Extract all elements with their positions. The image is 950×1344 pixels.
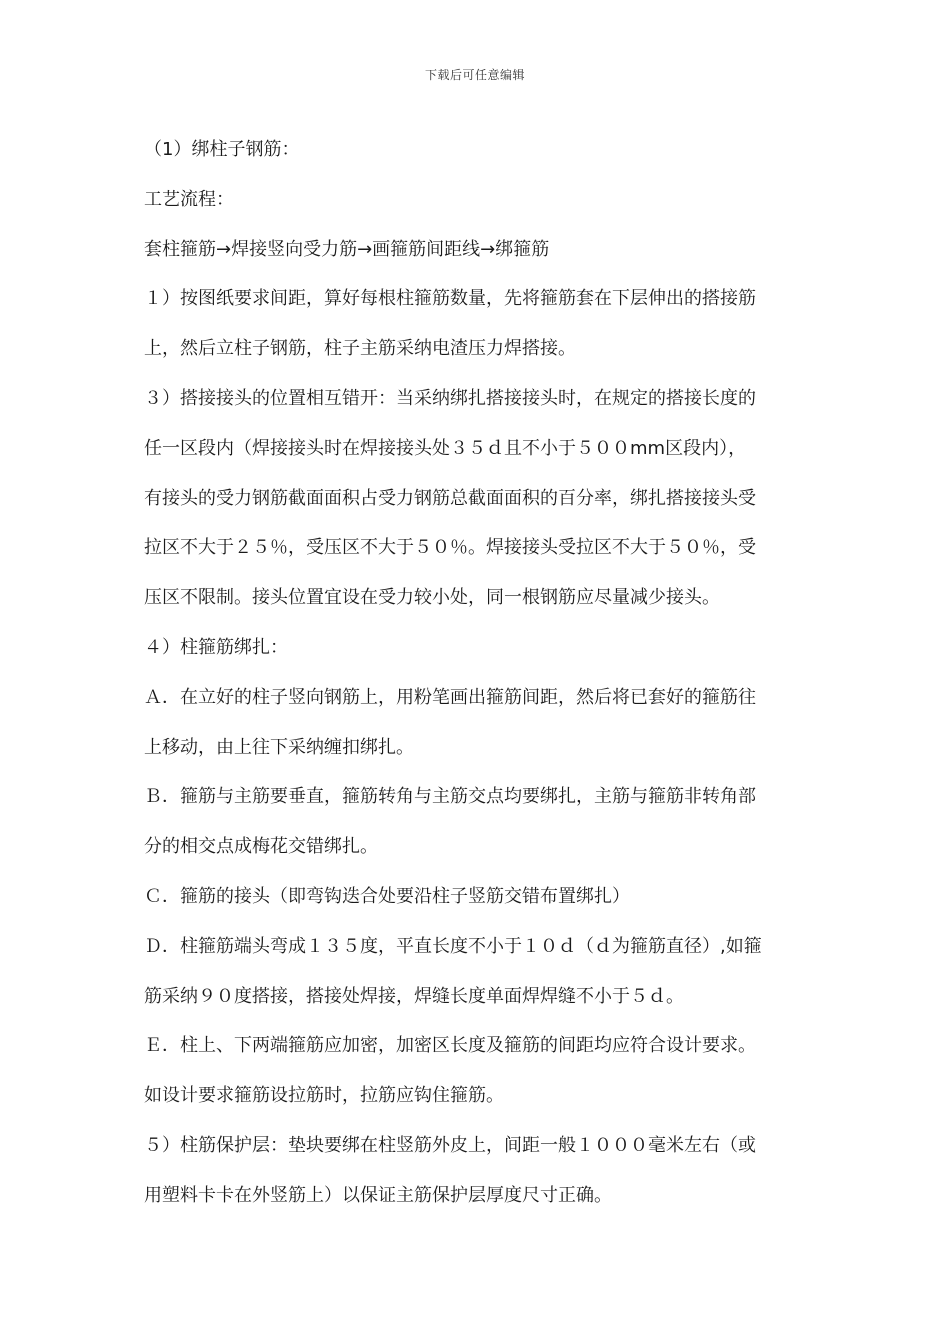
document-body [144,134,814,1230]
paragraph-line: ３）搭接接头的位置相互错开：当采纳绑扎搭接接头时，在规定的搭接长度的 [144,387,756,409]
paragraph-line: 有接头的受力钢筋截面面积占受力钢筋总截面面积的百分率，绑扎搭接接头受 [144,487,756,509]
paragraph-line: ５）柱筋保护层：垫块要绑在柱竖筋外皮上，间距一般１０００毫米左右（或 [144,1134,756,1156]
paragraph-line: Ｄ．柱箍筋端头弯成１３５度，平直长度不小于１０ｄ（ｄ为箍筋直径）,如箍 [144,935,762,957]
paragraph-line: Ｃ．箍筋的接头（即弯钩迭合处要沿柱子竖筋交错布置绑扎） [144,885,630,907]
paragraph-line: 筋采纳９０度搭接，搭接处焊接，焊缝长度单面焊焊缝不小于５ｄ。 [144,985,684,1007]
page-header: 下载后可任意编辑 [424,68,525,82]
paragraph-line: Ａ．在立好的柱子竖向钢筋上，用粉笔画出箍筋间距，然后将已套好的箍筋往 [144,686,756,708]
process-flow-heading: 工艺流程： [144,188,234,210]
paragraph-line: 拉区不大于２５％，受压区不大于５０％。焊接接头受拉区不大于５０％，受 [144,537,756,559]
paragraph-line: 用塑料卡卡在外竖筋上）以保证主筋保护层厚度尺寸正确。 [144,1184,612,1206]
paragraph-line: 任一区段内（焊接接头时在焊接接头处３５ｄ且不小于５００mm区段内）， [144,437,747,459]
paragraph-line: Ｂ．箍筋与主筋要垂直，箍筋转角与主筋交点均要绑扎，主筋与箍筋非转角部 [144,786,756,808]
paragraph-line: 如设计要求箍筋设拉筋时，拉筋应钩住箍筋。 [144,1085,504,1107]
subsection-heading-stirrup-binding: ４）柱箍筋绑扎： [144,636,288,658]
process-flow-steps: 套柱箍筋→焊接竖向受力筋→画箍筋间距线→绑箍筋 [144,238,550,260]
paragraph-line: 压区不限制。接头位置宜设在受力较小处，同一根钢筋应尽量减少接头。 [144,587,720,609]
paragraph-line: 上移动，由上往下采纳缠扣绑扎。 [144,736,414,758]
paragraph-line: 上，然后立柱子钢筋，柱子主筋采纳电渣压力焊搭接。 [144,338,576,360]
paragraph-line: １）按图纸要求间距，算好每根柱箍筋数量，先将箍筋套在下层伸出的搭接筋 [144,288,756,310]
paragraph-line: 分的相交点成梅花交错绑扎。 [144,836,378,858]
section-title-column-rebar: （1）绑柱子钢筋： [144,139,300,160]
paragraph-line: Ｅ．柱上、下两端箍筋应加密，加密区长度及箍筋的间距均应符合设计要求。 [144,1035,756,1057]
